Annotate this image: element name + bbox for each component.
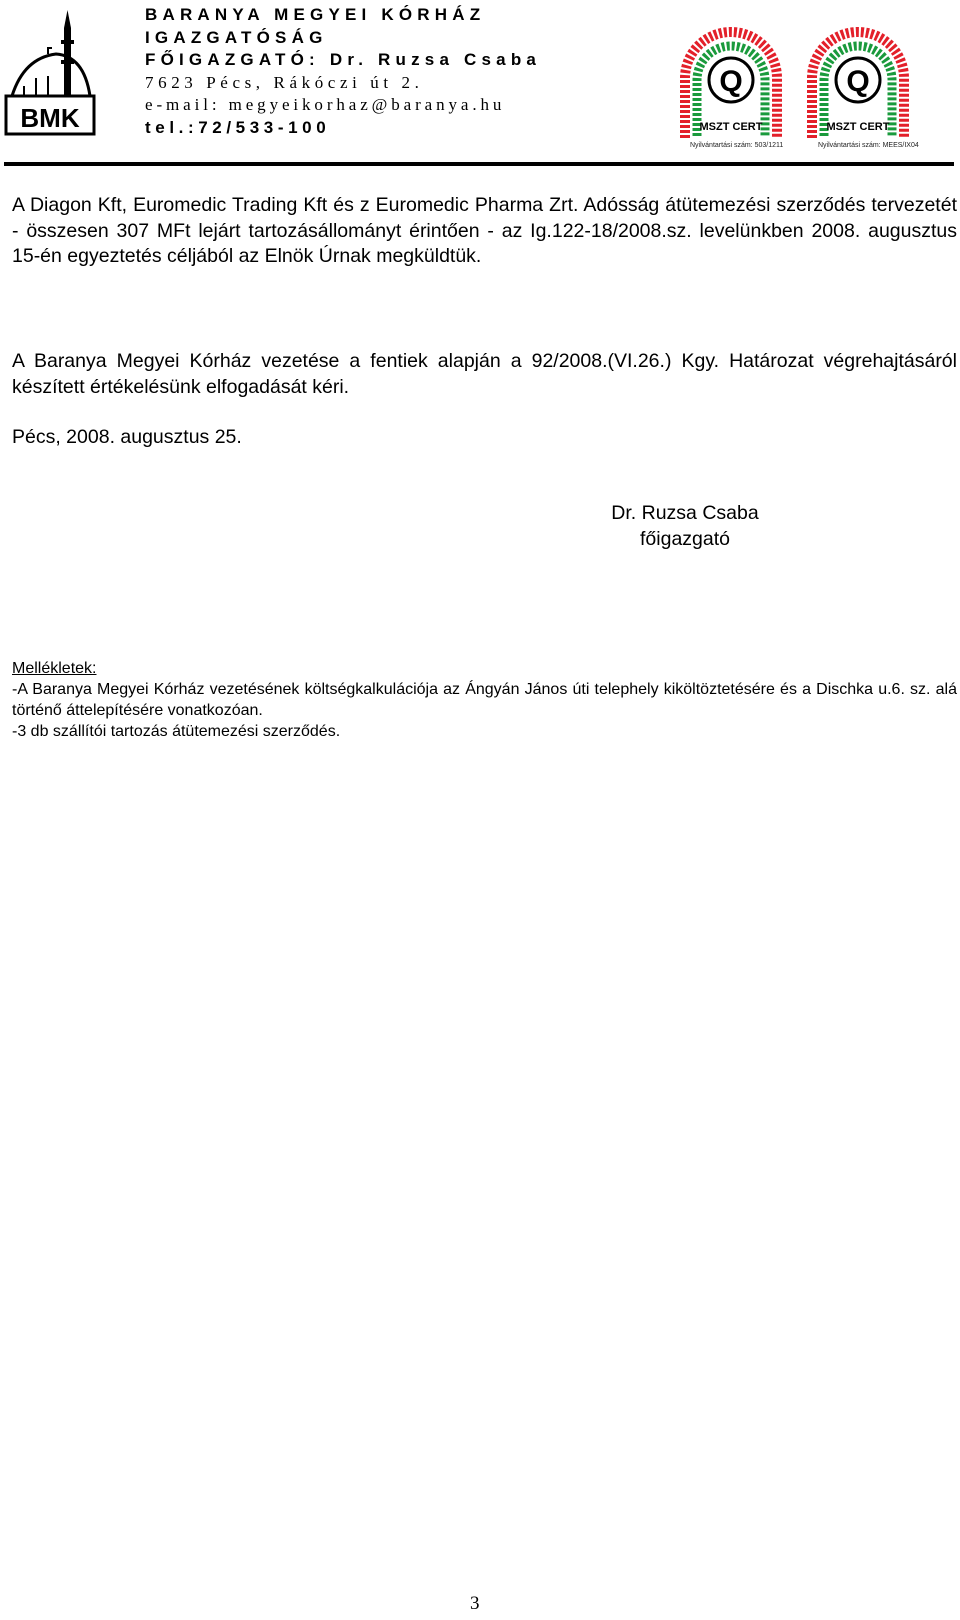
svg-text:Q: Q <box>719 65 743 98</box>
org-phone: tel.:72/533-100 <box>145 117 331 137</box>
attachments <box>12 658 957 742</box>
signature-block <box>565 501 805 552</box>
org-name: BARANYA MEGYEI KÓRHÁZ <box>145 5 486 24</box>
attachments-title: Mellékletek: <box>12 660 97 677</box>
mszt-cert-logo <box>675 18 787 153</box>
cert-logo-text: MSZT CERT <box>826 121 890 133</box>
cert-caption: Nyilvántartási szám: 503/1211 <box>690 142 784 149</box>
cert-caption: Nyilvántartási szám: MEES/IX04 <box>818 142 919 149</box>
body-paragraph-1: A Diagon Kft, Euromedic Trading Kft és z Euromedic Pharma Zrt. Adósság átütemezési szerződés tervezetét - összesen 307 MFt lejárt tartozásállományt érintően - az Ig.122-18/2008.sz. levelünkben 2008. augusztus 15-én egyeztetés céljából az Elnök Úrnak megküldtük. <box>12 194 957 267</box>
body-paragraph-2: A Baranya Megyei Kórház vezetése a fentiek alapján a 92/2008.(VI.26.) Kgy. Határozat végrehajtásáról készített értékelésünk elfogadását kéri. <box>12 350 957 398</box>
org-address: 7623 Pécs, Rákóczi út 2. <box>145 72 424 92</box>
signer-name: Dr. Ruzsa Csaba <box>611 502 759 524</box>
attachment-item: -A Baranya Megyei Kórház vezetésének költségkalkulációja az Ángyán János úti telephely kiköltöztetésére és a Dischka u.6. sz. alá történő áttelepítésére vonatkozóan. <box>12 681 957 719</box>
page-number: 3 <box>470 1593 480 1614</box>
header-divider <box>4 162 954 166</box>
attachment-item: -3 db szállítói tartozás átütemezési szerződés. <box>12 723 341 740</box>
bmk-logo-text: BMK <box>20 103 80 133</box>
signer-title: főigazgató <box>640 527 730 550</box>
cert-logo-text: MSZT CERT <box>699 121 763 133</box>
bmk-logo <box>4 8 96 136</box>
place-date: Pécs, 2008. augusztus 25. <box>12 426 242 448</box>
org-director: FŐIGAZGATÓ: Dr. Ruzsa Csaba <box>145 50 542 69</box>
mszt-cert-logo <box>802 18 914 153</box>
svg-text:Q: Q <box>846 65 870 98</box>
organization-header <box>145 4 541 139</box>
letterhead <box>0 0 960 170</box>
org-department: IGAZGATÓSÁG <box>145 27 328 47</box>
org-email: e-mail: megyeikorhaz@baranya.hu <box>145 95 506 114</box>
